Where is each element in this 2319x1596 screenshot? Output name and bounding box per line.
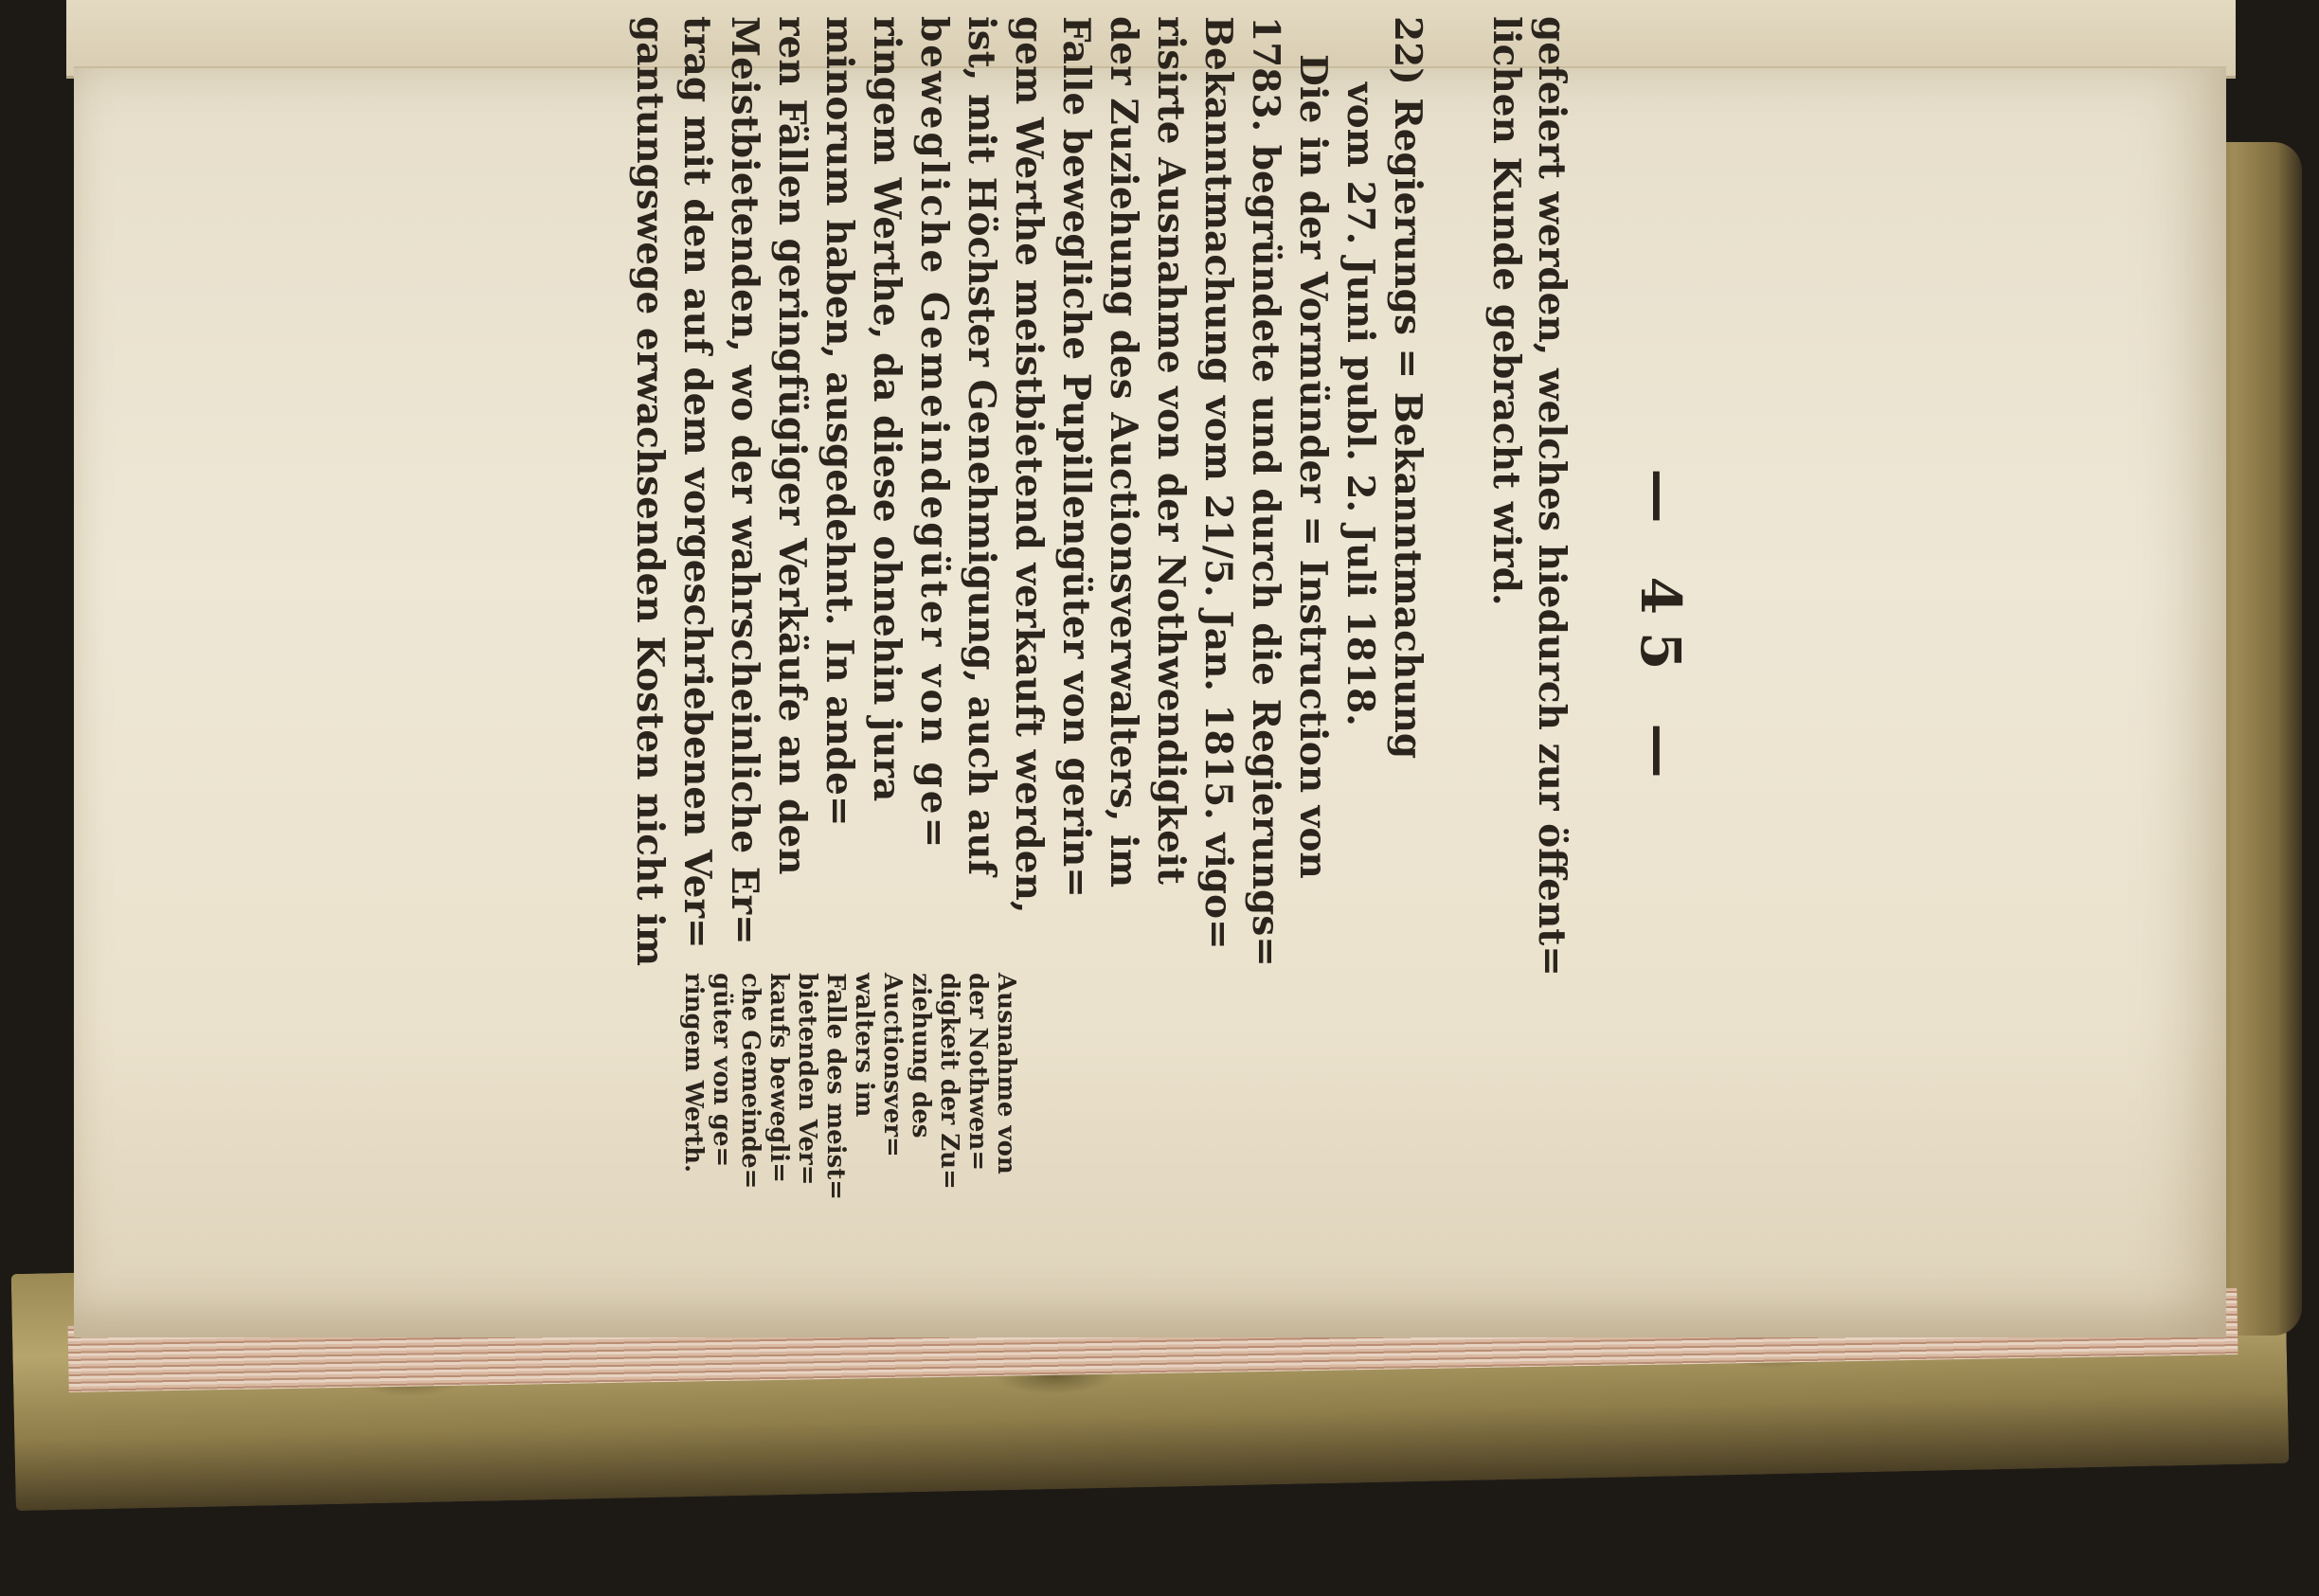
margin-note-line: ringem Werth. — [679, 973, 708, 1174]
margin-note-line: Ausnahme von — [992, 973, 1020, 1175]
page-text-rotated — [603, 16, 1693, 1247]
section-subheading: vom 27. Juni publ. 2. Juli 1818. — [1339, 82, 1382, 726]
margin-note-line: Falle des meist= — [821, 973, 850, 1201]
text-line: der Zuziehung des Auctionsverwalters, im — [1102, 16, 1145, 888]
text-line: risirte Ausnahme von der Nothwendigkeit — [1149, 16, 1193, 885]
text-line: minorum haben, ausgedehnt. In ande= — [818, 16, 861, 827]
text-line: gefeiert werden, welches hiedurch zur öffent= — [1530, 16, 1573, 977]
text-line: trag mit den auf dem vorgeschriebenen Ver= — [675, 16, 719, 949]
margin-note-line: güter von ge= — [708, 973, 736, 1168]
text-line: ren Fällen geringfügiger Verkäufe an den — [770, 16, 814, 875]
text-line: Falle bewegliche Pupillengüter von gerin= — [1054, 16, 1098, 898]
section-heading: 22) Regierungs = Bekanntmachung — [1386, 16, 1429, 760]
text-line: lichen Kunde gebracht wird. — [1484, 16, 1528, 606]
text-line: Die in der Vormünder = Instruction von — [1291, 54, 1335, 879]
text-line: Bekanntmachung vom 21/5. Jan. 1815. vigo= — [1196, 16, 1240, 950]
margin-note-line: der Nothwen= — [963, 973, 992, 1172]
text-line: 1783. begründete und durch die Regierungs= — [1244, 16, 1287, 967]
text-line: ringem Werthe, da diese ohnehin jura — [865, 16, 908, 802]
margin-note-line: walters im — [850, 973, 878, 1118]
text-line: ist, mit Höchster Genehmigung, auch auf — [960, 16, 1003, 876]
margin-note-line: Auctionsver= — [878, 973, 907, 1157]
page-number: — 45 — — [1628, 468, 1693, 796]
margin-note-line: ziehung des — [907, 973, 935, 1139]
margin-note-line: digkeit der Zu= — [935, 973, 963, 1190]
margin-note-line: che Gemeinde= — [736, 973, 764, 1190]
text-line: gantungswege erwachsenden Kosten nicht im — [628, 16, 672, 967]
text-line: gem Werthe meistbietend verkauft werden, — [1007, 16, 1051, 914]
text-line: Meistbietenden, wo der wahrscheinliche Er= — [723, 16, 766, 945]
text-line: bewegliche Gemeindegüter von ge= — [912, 16, 956, 852]
margin-note-line: bietenden Ver= — [793, 973, 821, 1186]
margin-note-line: kaufs bewegli= — [764, 973, 793, 1184]
